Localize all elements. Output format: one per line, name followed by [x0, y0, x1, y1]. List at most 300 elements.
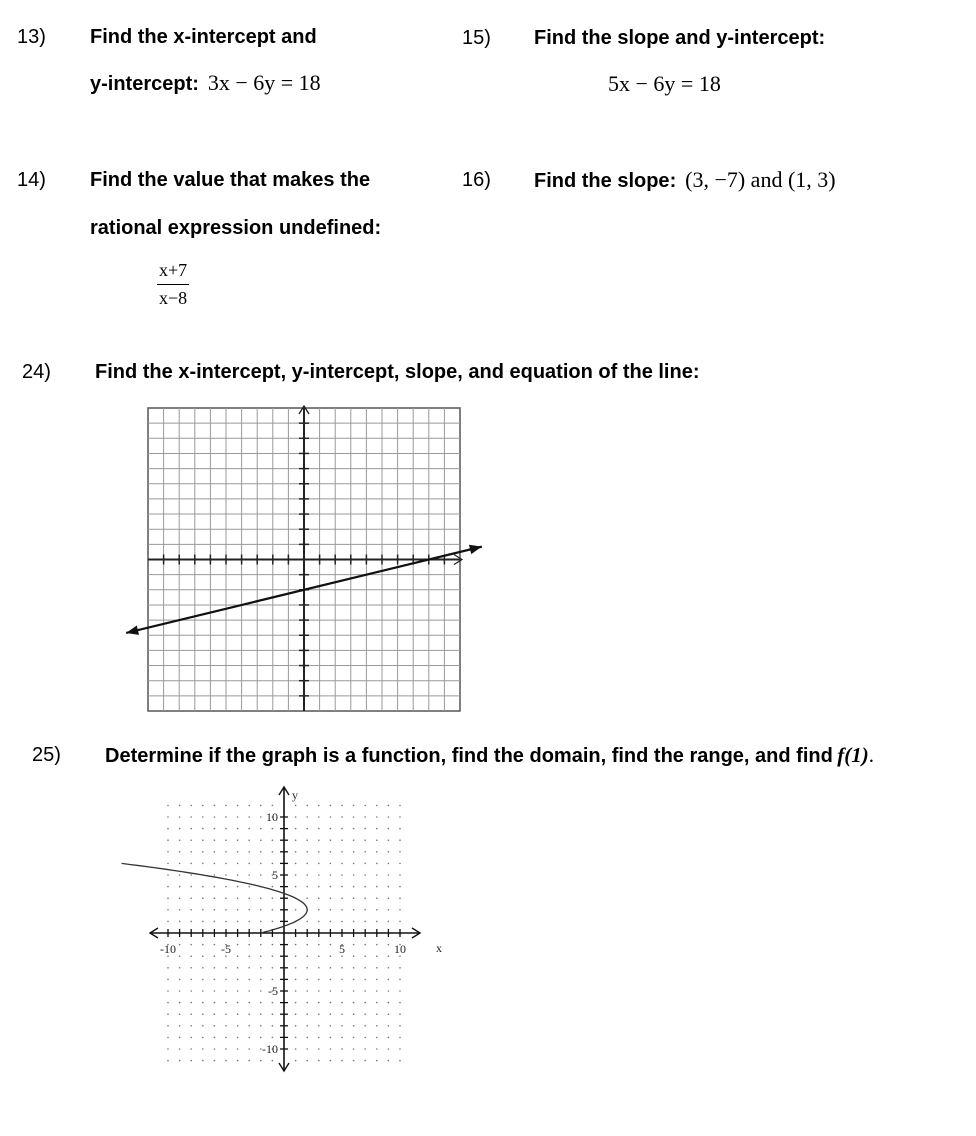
graph-25-grid-dot	[167, 851, 169, 853]
graph-25-grid-dot	[237, 955, 239, 957]
graph-25-grid-dot	[225, 816, 227, 818]
graph-25-grid-dot	[376, 1025, 378, 1027]
graph-25-grid-dot	[248, 990, 250, 992]
problem-15-number: 15)	[462, 27, 491, 49]
graph-25-grid-dot	[364, 886, 366, 888]
graph-25-grid-dot	[330, 944, 332, 946]
graph-25-grid-dot	[364, 944, 366, 946]
graph-25-grid-dot	[190, 909, 192, 911]
problem-24-prompt: Find the x-intercept, y-intercept, slope, and equation of the line:	[95, 361, 700, 383]
graph-25-grid-dot	[214, 1013, 216, 1015]
graph-25-grid-dot	[179, 863, 181, 865]
graph-25-grid-dot	[330, 990, 332, 992]
graph-25-grid-dot	[295, 816, 297, 818]
graph-25-grid-dot	[330, 886, 332, 888]
graph-25-grid-dot	[179, 897, 181, 899]
graph-25-grid-dot	[330, 1037, 332, 1039]
graph-25-grid-dot	[272, 967, 274, 969]
graph-25-grid-dot	[376, 851, 378, 853]
graph-25-grid-dot	[272, 839, 274, 841]
graph-25-grid-dot	[260, 1002, 262, 1004]
graph-25-grid-dot	[399, 1002, 401, 1004]
graph-25-grid-dot	[399, 1037, 401, 1039]
graph-25-grid-dot	[306, 886, 308, 888]
graph-25-grid-dot	[353, 944, 355, 946]
graph-25-grid-dot	[376, 863, 378, 865]
problem-14-prompt: Find the value that makes the	[90, 169, 371, 191]
graph-25-grid-dot	[306, 805, 308, 807]
graph-25-grid-dot	[306, 1048, 308, 1050]
graph-25-grid-dot	[306, 979, 308, 981]
graph-25-grid-dot	[330, 805, 332, 807]
graph-25-grid-dot	[388, 1013, 390, 1015]
graph-25-grid-dot	[272, 828, 274, 830]
graph-25-grid-dot	[318, 897, 320, 899]
graph-25-grid-dot	[306, 897, 308, 899]
graph-25-grid-dot	[341, 886, 343, 888]
graph-25-grid-dot	[190, 1025, 192, 1027]
graph-25-grid-dot	[225, 886, 227, 888]
graph-25-grid-dot	[330, 909, 332, 911]
graph-25-grid-dot	[214, 863, 216, 865]
graph-25-grid-dot	[306, 874, 308, 876]
graph-25-grid-dot	[260, 874, 262, 876]
graph-25-grid-dot	[237, 897, 239, 899]
graph-25-grid-dot	[190, 828, 192, 830]
graph-25-grid-dot	[237, 816, 239, 818]
graph-25-grid-dot	[399, 839, 401, 841]
graph-25-grid-dot	[341, 990, 343, 992]
graph-25-grid-dot	[306, 921, 308, 923]
graph-25-grid-dot	[376, 979, 378, 981]
graph-25-grid-dot	[376, 1013, 378, 1015]
graph-25-grid-dot	[179, 967, 181, 969]
graph-25-grid-dot	[225, 1002, 227, 1004]
graph-25-grid-dot	[388, 990, 390, 992]
graph-25-grid-dot	[167, 1037, 169, 1039]
graph-25-grid-dot	[306, 816, 308, 818]
graph-25-grid-dot	[190, 921, 192, 923]
graph-25-grid-dot	[190, 1060, 192, 1062]
graph-25-grid-dot	[237, 805, 239, 807]
graph-25-grid-dot	[248, 886, 250, 888]
graph-25-grid-dot	[167, 967, 169, 969]
graph-25-grid-dot	[295, 1037, 297, 1039]
graph-25-grid-dot	[202, 851, 204, 853]
graph-25-grid-dot	[190, 886, 192, 888]
graph-25-grid-dot	[306, 1037, 308, 1039]
graph-25-grid-dot	[364, 1060, 366, 1062]
graph-25-grid-dot	[190, 874, 192, 876]
graph-25-grid-dot	[388, 816, 390, 818]
graph-25-grid-dot	[295, 851, 297, 853]
graph-25-grid-dot	[167, 816, 169, 818]
graph-25-grid-dot	[225, 828, 227, 830]
problem-13-number: 13)	[17, 26, 46, 48]
graph-25-grid-dot	[214, 851, 216, 853]
graph-25-grid-dot	[295, 886, 297, 888]
graph-25-grid-dot	[353, 1037, 355, 1039]
graph-25-grid-dot	[399, 874, 401, 876]
graph-25-grid-dot	[214, 909, 216, 911]
graph-25-grid-dot	[272, 944, 274, 946]
graph-25-grid-dot	[306, 955, 308, 957]
graph-25-grid-dot	[272, 886, 274, 888]
graph-25-grid-dot	[167, 921, 169, 923]
graph-25-grid-dot	[167, 1002, 169, 1004]
graph-25-grid-dot	[330, 1060, 332, 1062]
graph-25-grid-dot	[364, 874, 366, 876]
graph-25-grid-dot	[353, 909, 355, 911]
graph-25-grid-dot	[295, 874, 297, 876]
graph-25-grid-dot	[248, 816, 250, 818]
graph-25-grid-dot	[214, 897, 216, 899]
graph-25-y-tick-label: 5	[272, 868, 278, 882]
graph-25-grid-dot	[341, 805, 343, 807]
graph-25-grid-dot	[260, 897, 262, 899]
graph-25-grid-dot	[388, 839, 390, 841]
graph-25-grid-dot	[341, 874, 343, 876]
graph-25-grid-dot	[179, 944, 181, 946]
graph-25-grid-dot	[399, 967, 401, 969]
graph-25-grid-dot	[225, 1025, 227, 1027]
graph-25-grid-dot	[341, 863, 343, 865]
graph-25-grid-dot	[353, 805, 355, 807]
fraction-numerator: x+7	[157, 260, 189, 285]
graph-25-grid-dot	[272, 1025, 274, 1027]
graph-25-grid-dot	[318, 1060, 320, 1062]
graph-25-grid-dot	[179, 955, 181, 957]
graph-25-grid-dot	[295, 979, 297, 981]
graph-25-grid-dot	[341, 828, 343, 830]
graph-25-grid-dot	[248, 874, 250, 876]
graph-25-grid-dot	[237, 851, 239, 853]
problem-15-prompt: Find the slope and y-intercept:	[534, 27, 826, 49]
graph-25-grid-dot	[388, 1060, 390, 1062]
graph-25-grid-dot	[248, 944, 250, 946]
graph-25-grid-dot	[306, 851, 308, 853]
graph-25-grid-dot	[225, 851, 227, 853]
graph-25-grid-dot	[190, 1013, 192, 1015]
graph-25-grid-dot	[388, 805, 390, 807]
graph-25-grid-dot	[248, 839, 250, 841]
graph-25-grid-dot	[248, 1002, 250, 1004]
graph-25-grid-dot	[237, 1037, 239, 1039]
graph-25-grid-dot	[318, 886, 320, 888]
graph-25-grid-dot	[388, 1048, 390, 1050]
graph-25-grid-dot	[388, 967, 390, 969]
graph-25-grid-dot	[190, 805, 192, 807]
graph-25-grid-dot	[376, 1048, 378, 1050]
graph-25-grid-dot	[260, 967, 262, 969]
graph-25-grid-dot	[202, 1037, 204, 1039]
graph-25-grid-dot	[376, 1060, 378, 1062]
graph-25-grid-dot	[214, 967, 216, 969]
graph-25-grid-dot	[376, 839, 378, 841]
graph-25-grid-dot	[399, 886, 401, 888]
graph-25-grid-dot	[190, 990, 192, 992]
graph-25-grid-dot	[388, 874, 390, 876]
graph-25-grid-dot	[353, 874, 355, 876]
graph-25-grid-dot	[190, 897, 192, 899]
graph-25-grid-dot	[237, 1002, 239, 1004]
graph-25-grid-dot	[167, 839, 169, 841]
graph-25-grid-dot	[237, 1013, 239, 1015]
fraction-denominator: x−8	[159, 288, 188, 308]
graph-25-grid-dot	[306, 1002, 308, 1004]
problem-25-period: .	[868, 743, 874, 767]
graph-25-grid-dot	[318, 816, 320, 818]
graph-25-grid-dot	[330, 851, 332, 853]
graph-25-grid-dot	[260, 1060, 262, 1062]
graph-25-grid-dot	[167, 909, 169, 911]
graph-25-grid-dot	[295, 955, 297, 957]
graph-25-grid-dot	[167, 828, 169, 830]
graph-25-grid-dot	[225, 805, 227, 807]
graph-25-grid-dot	[248, 897, 250, 899]
graph-25-grid-dot	[248, 1013, 250, 1015]
graph-25-grid-dot	[330, 979, 332, 981]
graph-25-grid-dot	[248, 1037, 250, 1039]
graph-25-grid-dot	[260, 979, 262, 981]
graph-25-grid-dot	[364, 805, 366, 807]
graph-25-grid-dot	[179, 990, 181, 992]
graph-25-grid-dot	[364, 955, 366, 957]
graph-25-grid-dot	[167, 979, 169, 981]
graph-25-grid-dot	[295, 839, 297, 841]
graph-25-grid-dot	[202, 828, 204, 830]
graph-25-grid-dot	[272, 1060, 274, 1062]
graph-25-grid-dot	[214, 874, 216, 876]
graph-25-grid-dot	[214, 886, 216, 888]
graph-25-y-tick-label: 10	[266, 810, 278, 824]
graph-25-grid-dot	[237, 886, 239, 888]
graph-25-grid-dot	[202, 886, 204, 888]
graph-25-grid-dot	[167, 1048, 169, 1050]
graph-25-grid-dot	[248, 955, 250, 957]
graph-25-grid-dot	[272, 921, 274, 923]
graph-25-grid-dot	[353, 816, 355, 818]
graph-25-grid-dot	[202, 990, 204, 992]
graph-25-grid-dot	[272, 863, 274, 865]
graph-25-grid-dot	[214, 1060, 216, 1062]
graph-25-grid-dot	[202, 967, 204, 969]
graph-25-grid-dot	[295, 909, 297, 911]
graph-25-grid-dot	[341, 839, 343, 841]
graph-25-grid-dot	[330, 1002, 332, 1004]
graph-25-grid-dot	[306, 1060, 308, 1062]
graph-25-grid-dot	[341, 1025, 343, 1027]
graph-25-grid-dot	[330, 828, 332, 830]
graph-25-grid-dot	[318, 955, 320, 957]
graph-25-grid-dot	[225, 990, 227, 992]
graph-25-grid-dot	[364, 990, 366, 992]
graph-25-grid-dot	[295, 828, 297, 830]
graph-25-grid-dot	[272, 1037, 274, 1039]
graph-25-grid-dot	[399, 851, 401, 853]
graph-25-grid-dot	[388, 863, 390, 865]
graph-25-grid-dot	[376, 886, 378, 888]
graph-25-grid-dot	[167, 897, 169, 899]
problem-16-colon: :	[669, 170, 677, 192]
graph-25-grid-dot	[214, 979, 216, 981]
graph-25-grid-dot	[388, 1037, 390, 1039]
graph-25-grid-dot	[364, 863, 366, 865]
graph-25-grid-dot	[341, 1037, 343, 1039]
graph-25-grid-dot	[353, 955, 355, 957]
graph-25-grid-dot	[364, 979, 366, 981]
graph-25-grid-dot	[248, 863, 250, 865]
graph-25-grid-dot	[179, 816, 181, 818]
graph-25-x-tick-label: 10	[394, 942, 406, 956]
graph-25-grid-dot	[341, 1048, 343, 1050]
graph-25-grid-dot	[318, 944, 320, 946]
graph-25-grid-dot	[248, 1060, 250, 1062]
graph-25-grid-dot	[388, 1025, 390, 1027]
graph-25-grid-dot	[306, 967, 308, 969]
graph-25-grid-dot	[179, 828, 181, 830]
graph-25-grid-dot	[330, 1025, 332, 1027]
graph-25-grid-dot	[202, 1013, 204, 1015]
graph-25-grid-dot	[248, 851, 250, 853]
graph-25-grid-dot	[190, 967, 192, 969]
graph-25-grid-dot	[318, 1025, 320, 1027]
graph-25-grid-dot	[364, 967, 366, 969]
graph-25-grid-dot	[260, 816, 262, 818]
graph-25-grid-dot	[260, 839, 262, 841]
graph-25-grid-dot	[272, 1013, 274, 1015]
graph-25-grid-dot	[190, 944, 192, 946]
graph-25-grid-dot	[260, 1037, 262, 1039]
graph-25-grid-dot	[353, 979, 355, 981]
graph-25-grid-dot	[295, 1002, 297, 1004]
graph-25-grid-dot	[388, 909, 390, 911]
graph-25-grid-dot	[179, 979, 181, 981]
graph-25-grid-dot	[225, 839, 227, 841]
graph-25-grid-dot	[399, 897, 401, 899]
graph-25-grid-dot	[272, 897, 274, 899]
graph-25-grid-dot	[214, 1025, 216, 1027]
graph-25-grid-dot	[202, 1002, 204, 1004]
graph-25-grid-dot	[295, 990, 297, 992]
graph-25-grid-dot	[376, 955, 378, 957]
graph-25-grid-dot	[330, 816, 332, 818]
graph-25-grid-dot	[341, 816, 343, 818]
graph-25-x-axis-label: x	[436, 941, 442, 955]
graph-25-grid-dot	[179, 1013, 181, 1015]
graph-25-grid-dot	[341, 851, 343, 853]
graph-25-grid-dot	[330, 967, 332, 969]
graph-25-grid-dot	[225, 979, 227, 981]
graph-25-grid-dot	[248, 1048, 250, 1050]
graph-25-grid-dot	[318, 828, 320, 830]
graph-25-grid-dot	[330, 839, 332, 841]
graph-25-grid-dot	[364, 1002, 366, 1004]
graph-25-grid-dot	[179, 909, 181, 911]
graph-25-grid-dot	[341, 1002, 343, 1004]
problem-16-prompt: Find the slope	[534, 170, 670, 192]
graph-25-grid-dot	[260, 944, 262, 946]
graph-25-grid-dot	[237, 839, 239, 841]
graph-25-grid-dot	[214, 1037, 216, 1039]
graph-25-grid-dot	[306, 944, 308, 946]
graph-25-grid-dot	[237, 1048, 239, 1050]
graph-25-grid-dot	[237, 1025, 239, 1027]
graph-25-grid-dot	[202, 1025, 204, 1027]
graph-25-grid-dot	[179, 921, 181, 923]
problem-25-number: 25)	[32, 744, 61, 766]
graph-25-grid-dot	[353, 839, 355, 841]
graph-25-grid-dot	[353, 990, 355, 992]
graph-25-grid-dot	[179, 1048, 181, 1050]
graph-25-grid-dot	[248, 909, 250, 911]
graph-25-grid-dot	[353, 1048, 355, 1050]
graph-25-grid-dot	[167, 805, 169, 807]
graph-25-grid-dot	[376, 990, 378, 992]
graph-25-y-axis-label: y	[292, 788, 298, 802]
graph-25-grid-dot	[318, 863, 320, 865]
graph-25-grid-dot	[190, 863, 192, 865]
graph-25-grid-dot	[260, 805, 262, 807]
graph-25-grid-dot	[330, 897, 332, 899]
graph-25-grid-dot	[225, 1060, 227, 1062]
problem-16-number: 16)	[462, 169, 491, 191]
graph-25-grid-dot	[306, 1013, 308, 1015]
graph-25-grid-dot	[364, 1048, 366, 1050]
problem-25-prompt: Determine if the graph is a function, find the domain, find the range, and find	[105, 745, 833, 767]
graph-25-grid-dot	[341, 921, 343, 923]
graph-25-grid-dot	[341, 897, 343, 899]
graph-25-grid-dot	[341, 909, 343, 911]
problem-13-colon: :	[192, 73, 199, 95]
graph-25-grid-dot	[225, 863, 227, 865]
graph-25-grid-dot	[318, 921, 320, 923]
graph-25-grid-dot	[272, 979, 274, 981]
graph-25-grid-dot	[306, 1025, 308, 1027]
graph-25-x-tick-label: -10	[160, 942, 176, 956]
graph-25-grid-dot	[376, 921, 378, 923]
graph-25-grid-dot	[260, 863, 262, 865]
graph-25-grid-dot	[388, 921, 390, 923]
graph-25-grid-dot	[388, 828, 390, 830]
graph-25-grid-dot	[353, 851, 355, 853]
graph-25-grid-dot	[202, 955, 204, 957]
graph-25-grid-dot	[260, 990, 262, 992]
graph-25-grid-dot	[225, 1013, 227, 1015]
problem-16-points: (3, −7) and (1, 3)	[685, 167, 836, 192]
graph-25-grid-dot	[318, 839, 320, 841]
graph-25-grid-dot	[364, 839, 366, 841]
graph-25-grid-dot	[364, 851, 366, 853]
graph-25-grid-dot	[295, 1060, 297, 1062]
graph-25-grid-dot	[260, 909, 262, 911]
graph-25-grid-dot	[399, 805, 401, 807]
graph-25-grid-dot	[353, 1013, 355, 1015]
graph-25-grid-dot	[225, 1037, 227, 1039]
graph-25-grid-dot	[353, 921, 355, 923]
graph-25-grid-dot	[202, 979, 204, 981]
graph-25-grid-dot	[179, 851, 181, 853]
graph-25-grid-dot	[318, 874, 320, 876]
graph-25-y-tick-label: -10	[262, 1042, 278, 1056]
graph-25-grid-dot	[202, 839, 204, 841]
graph-25-grid-dot	[214, 1048, 216, 1050]
problem-14-number: 14)	[17, 169, 46, 191]
graph-25-grid-dot	[295, 1025, 297, 1027]
graph-25-grid-dot	[202, 909, 204, 911]
graph-25-grid-dot	[214, 816, 216, 818]
graph-25-grid-dot	[388, 1002, 390, 1004]
